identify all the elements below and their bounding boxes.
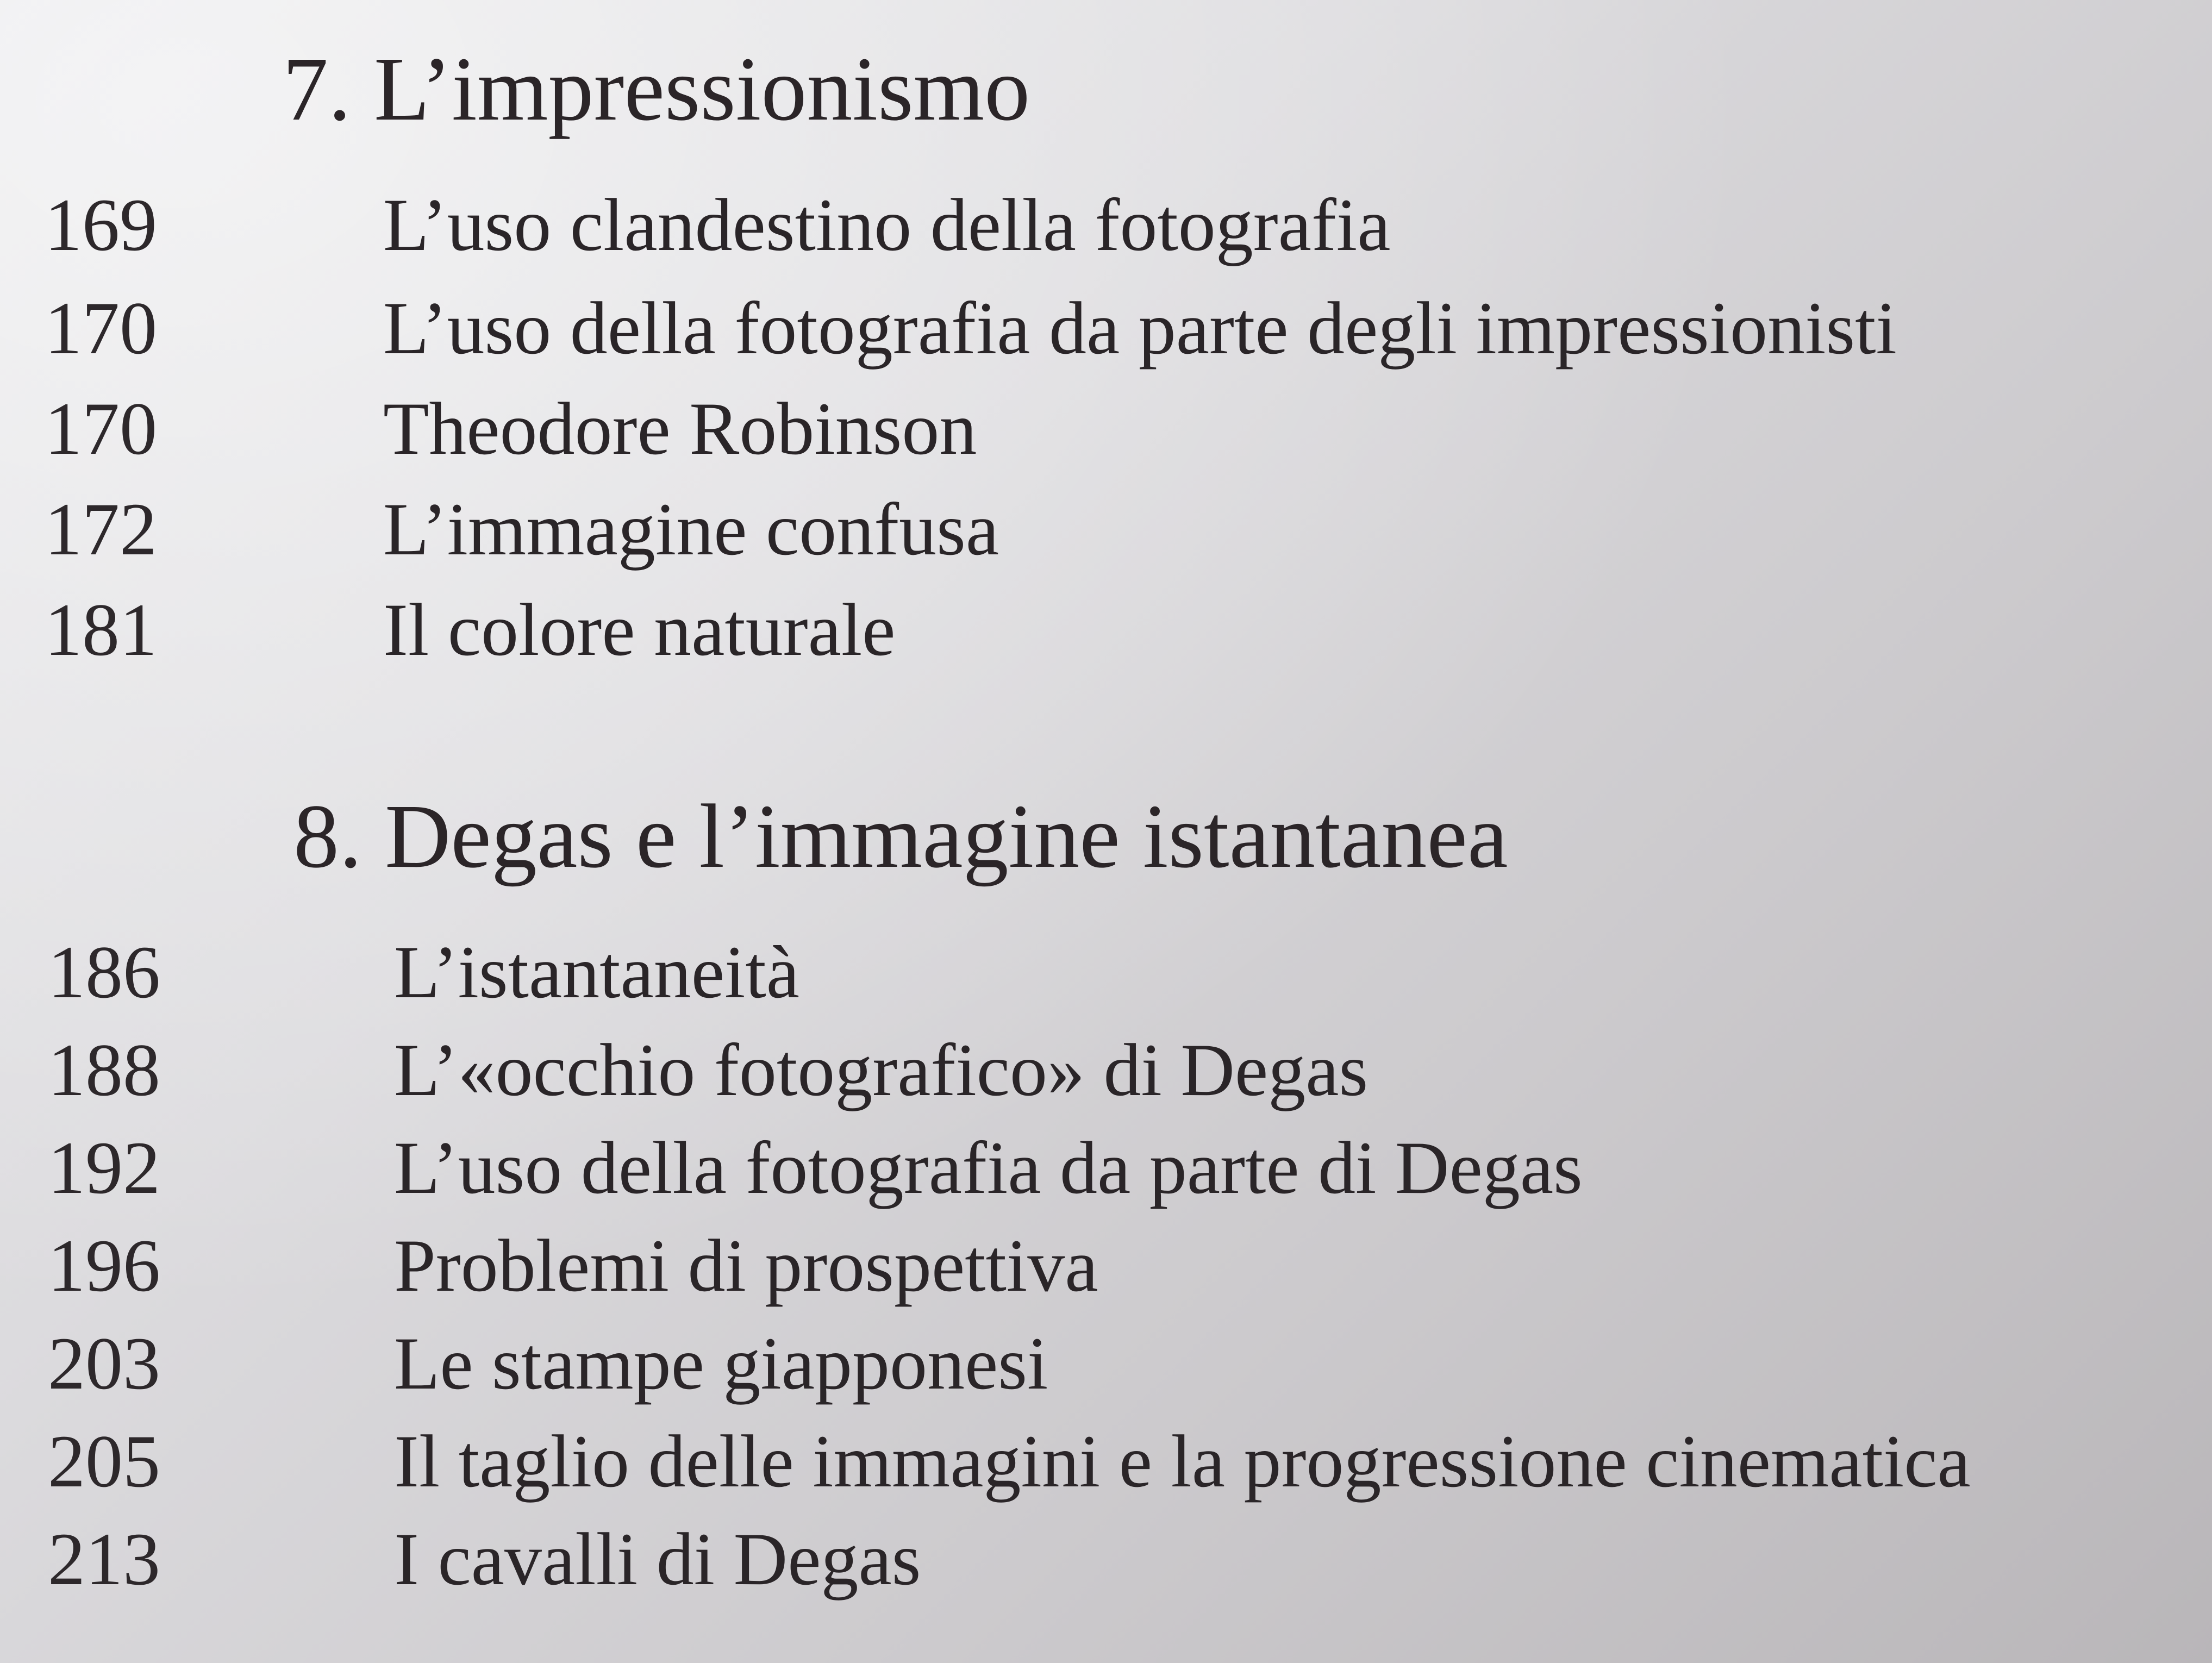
toc-entry (0, 1420, 2212, 1522)
toc-entry-title: L’immagine confusa (383, 487, 999, 571)
toc-page-number: 203 (48, 1322, 160, 1405)
toc-page-number: 181 (45, 588, 157, 671)
toc-page-number: 172 (45, 487, 157, 571)
toc-page-number: 186 (48, 930, 160, 1014)
toc-entry (0, 588, 2212, 690)
toc-entry (0, 930, 2212, 1033)
toc-entry (0, 1126, 2212, 1228)
toc-page-number: 188 (48, 1028, 160, 1111)
toc-entry-title: L’istantaneità (394, 930, 799, 1014)
toc-entry (0, 1517, 2212, 1620)
toc-entry-title: Theodore Robinson (383, 387, 977, 470)
toc-page-number: 205 (48, 1420, 160, 1503)
toc-entry-title: Problemi di prospettiva (394, 1224, 1098, 1307)
toc-entry (0, 1322, 2212, 1424)
toc-entry-title: L’uso della fotografia da parte degli impressionisti (383, 286, 1897, 370)
chapter-title: 8. Degas e l’immagine istantanea (293, 786, 1508, 887)
toc-entry (0, 1028, 2212, 1130)
toc-page-number: 192 (48, 1126, 160, 1209)
toc-page-number: 170 (45, 286, 157, 370)
toc-page-number: 196 (48, 1224, 160, 1307)
toc-entry (0, 487, 2212, 590)
chapter-title: 7. L’impressionismo (283, 39, 1030, 140)
toc-page-number: 169 (45, 183, 157, 266)
toc-entry-title: Le stampe giapponesi (394, 1322, 1048, 1405)
toc-entry-title: Il colore naturale (383, 588, 896, 671)
toc-entry (0, 387, 2212, 489)
toc-entry (0, 1224, 2212, 1326)
toc-entry-title: Il taglio delle immagini e la progressione cinematica (394, 1420, 1971, 1503)
toc-page-number: 213 (48, 1517, 160, 1601)
toc-entry-title: L’uso clandestino della fotografia (383, 183, 1391, 266)
toc-entry-title: L’uso della fotografia da parte di Degas (394, 1126, 1583, 1209)
toc-entry-title: L’«occhio fotografico» di Degas (394, 1028, 1369, 1111)
toc-entry-title: I cavalli di Degas (394, 1517, 921, 1601)
toc-entry (0, 286, 2212, 389)
toc-page-number: 170 (45, 387, 157, 470)
toc-entry (0, 183, 2212, 285)
